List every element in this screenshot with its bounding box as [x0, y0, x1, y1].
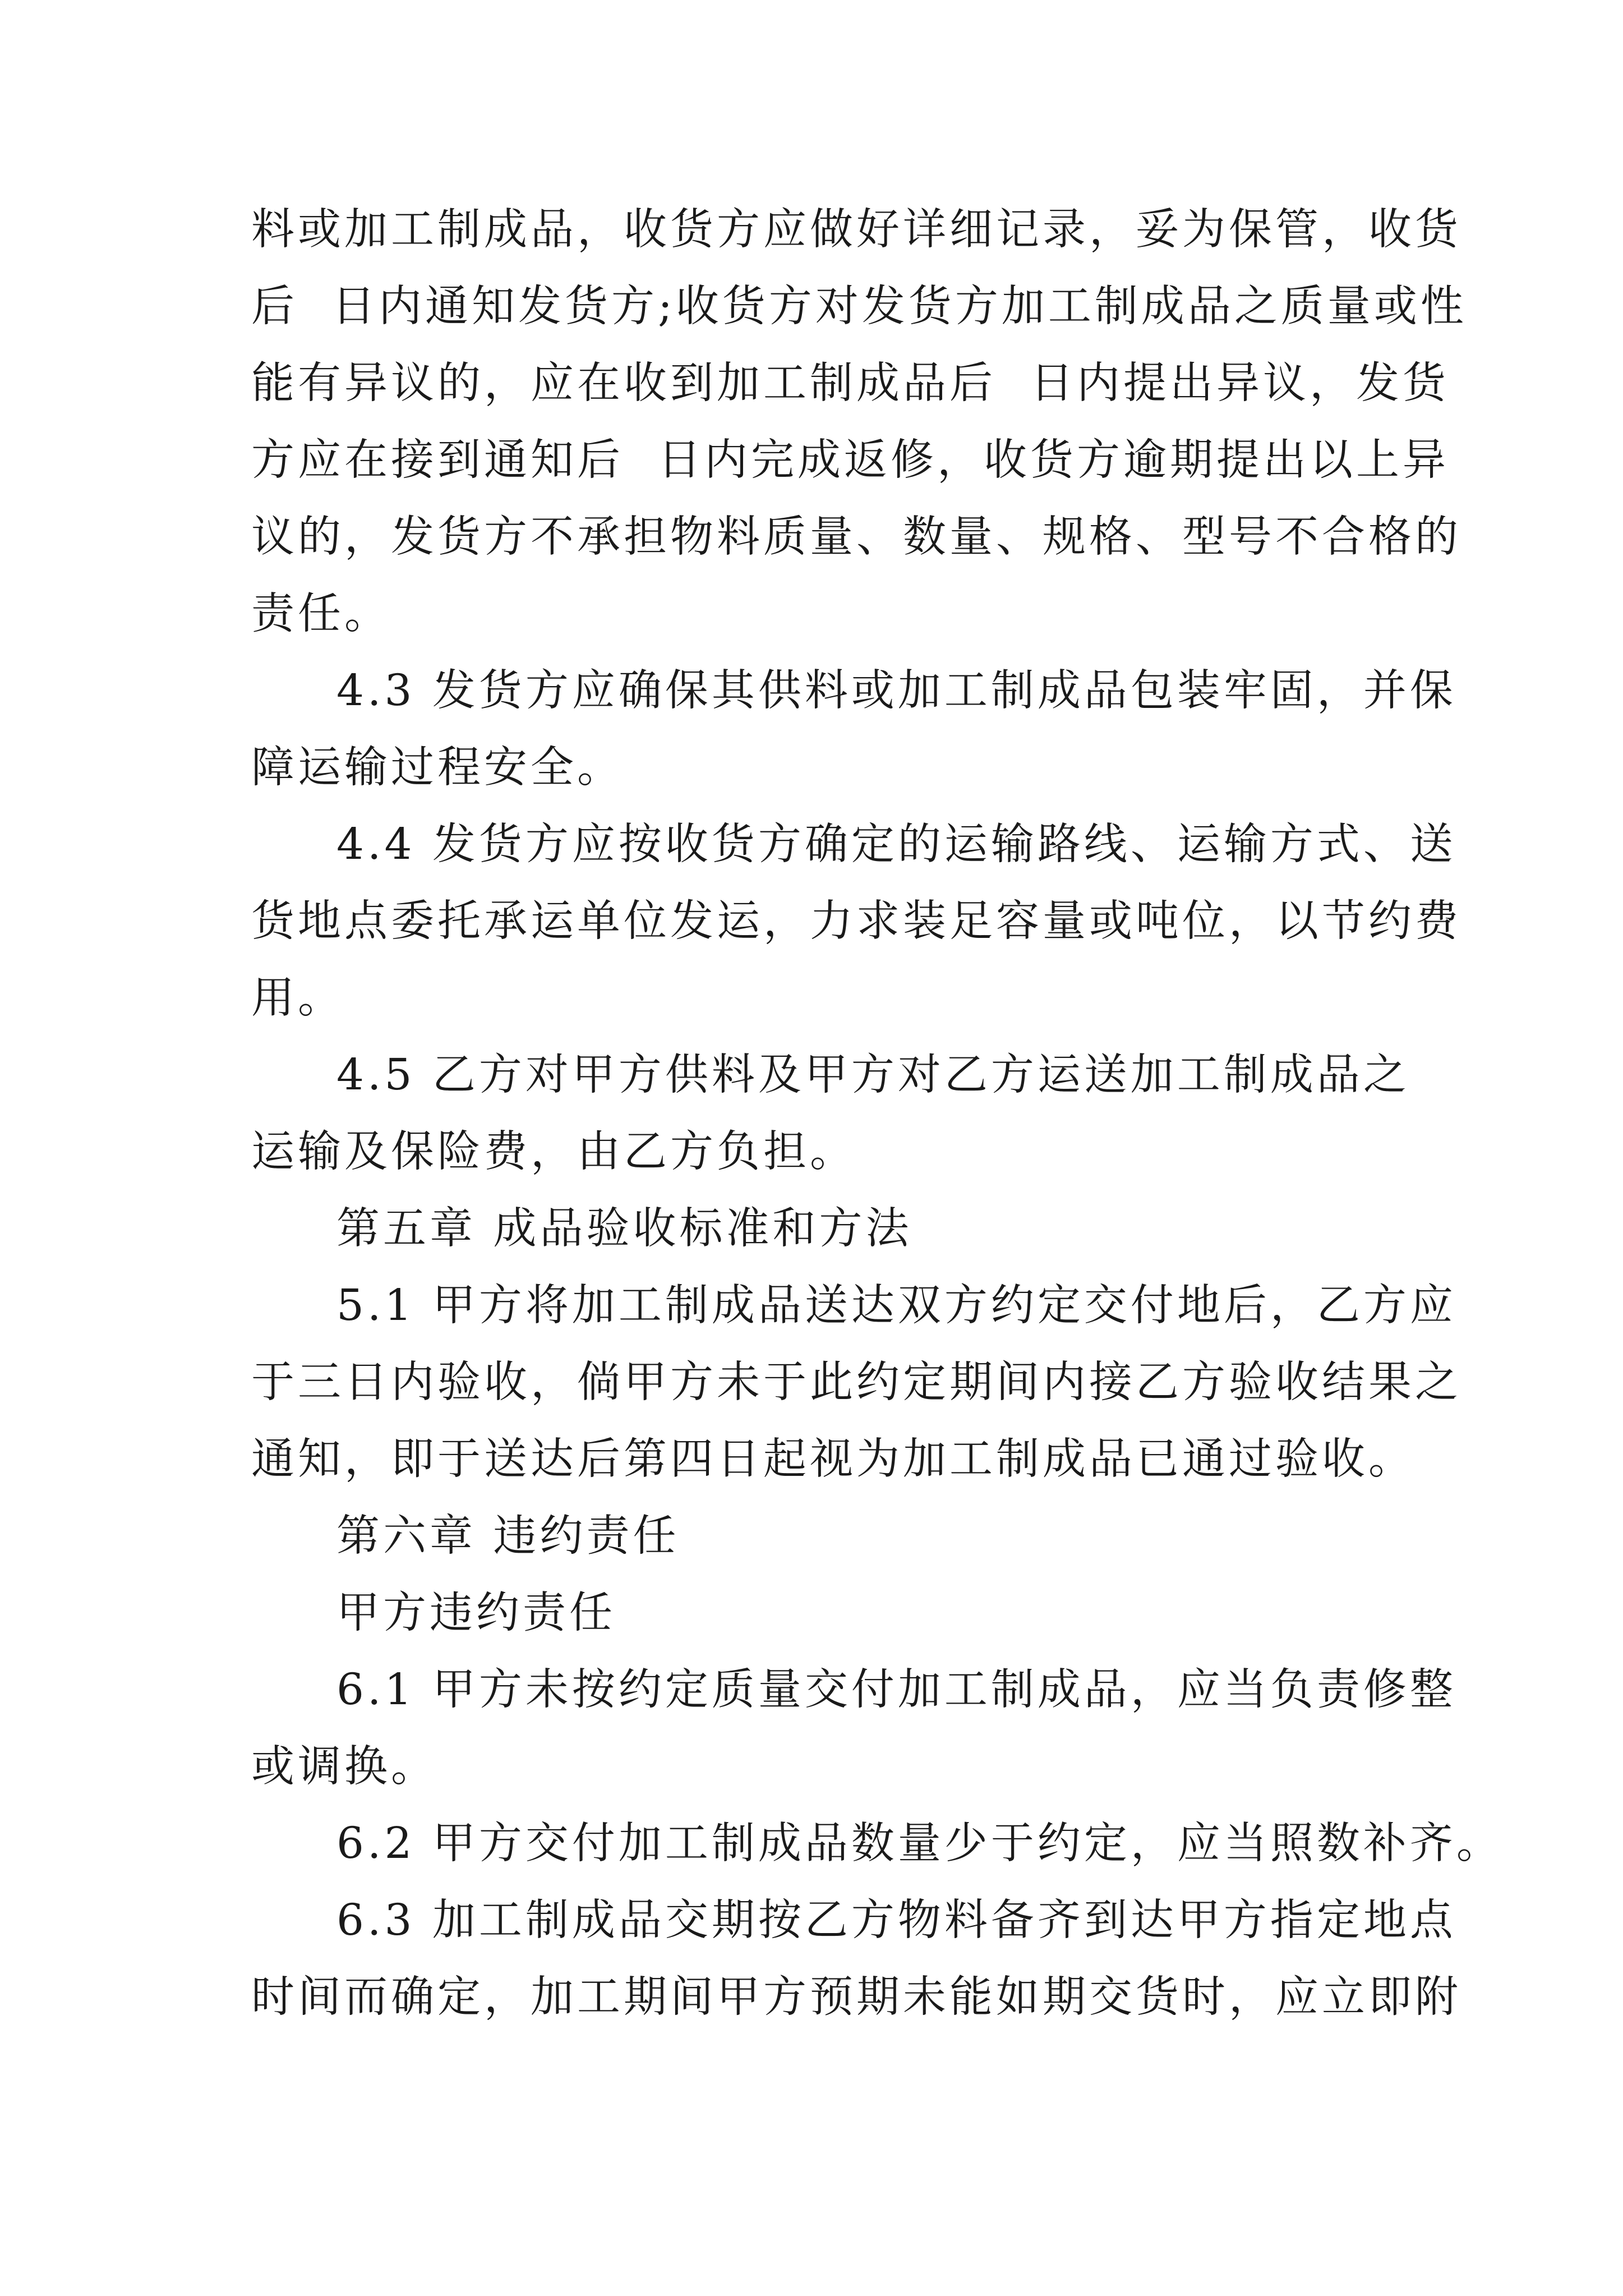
clause-4-4: 4.4 发货方应按收货方确定的运输路线、运输方式、送 — [336, 820, 1456, 869]
paragraph-line: 用。 — [251, 973, 344, 1023]
paragraph-line: 料或加工制成品，收货方应做好详细记录，妥为保管，收货 — [251, 205, 1461, 255]
party-a-liability-heading: 甲方违约责任 — [336, 1588, 616, 1638]
clause-6-1: 6.1 甲方未按约定质量交付加工制成品，应当负责修整 — [336, 1665, 1456, 1715]
paragraph-line: 后 日内通知发货方;收货方对发货方加工制成品之质量或性 — [251, 282, 1467, 332]
clause-4-5: 4.5 乙方对甲方供料及甲方对乙方运送加工制成品之 — [336, 1050, 1410, 1100]
paragraph-line: 障运输过程安全。 — [251, 743, 624, 793]
clause-6-3: 6.3 加工制成品交期按乙方物料备齐到达甲方指定地点 — [336, 1895, 1456, 1945]
paragraph-line: 通知，即于送达后第四日起视为加工制成品已通过验收。 — [251, 1434, 1415, 1484]
chapter-5-heading: 第五章 成品验收标准和方法 — [336, 1204, 912, 1254]
paragraph-line: 方应在接到通知后 日内完成返修，收货方逾期提出以上异 — [251, 435, 1449, 485]
paragraph-line: 货地点委托承运单位发运，力求装足容量或吨位，以节约费 — [251, 896, 1461, 946]
clause-6-2: 6.2 甲方交付加工制成品数量少于约定，应当照数补齐。 — [336, 1819, 1503, 1869]
paragraph-line: 或调换。 — [251, 1742, 437, 1792]
paragraph-line: 时间而确定，加工期间甲方预期未能如期交货时，应立即附 — [251, 1972, 1461, 2022]
paragraph-line: 能有异议的，应在收到加工制成品后 日内提出异议，发货 — [251, 358, 1449, 408]
chapter-6-heading: 第六章 违约责任 — [336, 1511, 680, 1561]
clause-5-1: 5.1 甲方将加工制成品送达双方约定交付地后，乙方应 — [336, 1281, 1456, 1331]
clause-4-3: 4.3 发货方应确保其供料或加工制成品包装牢固，并保 — [336, 666, 1456, 716]
paragraph-line: 责任。 — [251, 589, 391, 639]
paragraph-line: 运输及保险费，由乙方负担。 — [251, 1127, 856, 1177]
paragraph-line: 议的，发货方不承担物料质量、数量、规格、型号不合格的 — [251, 512, 1461, 562]
paragraph-line: 于三日内验收，倘甲方未于此约定期间内接乙方验收结果之 — [251, 1358, 1461, 1407]
